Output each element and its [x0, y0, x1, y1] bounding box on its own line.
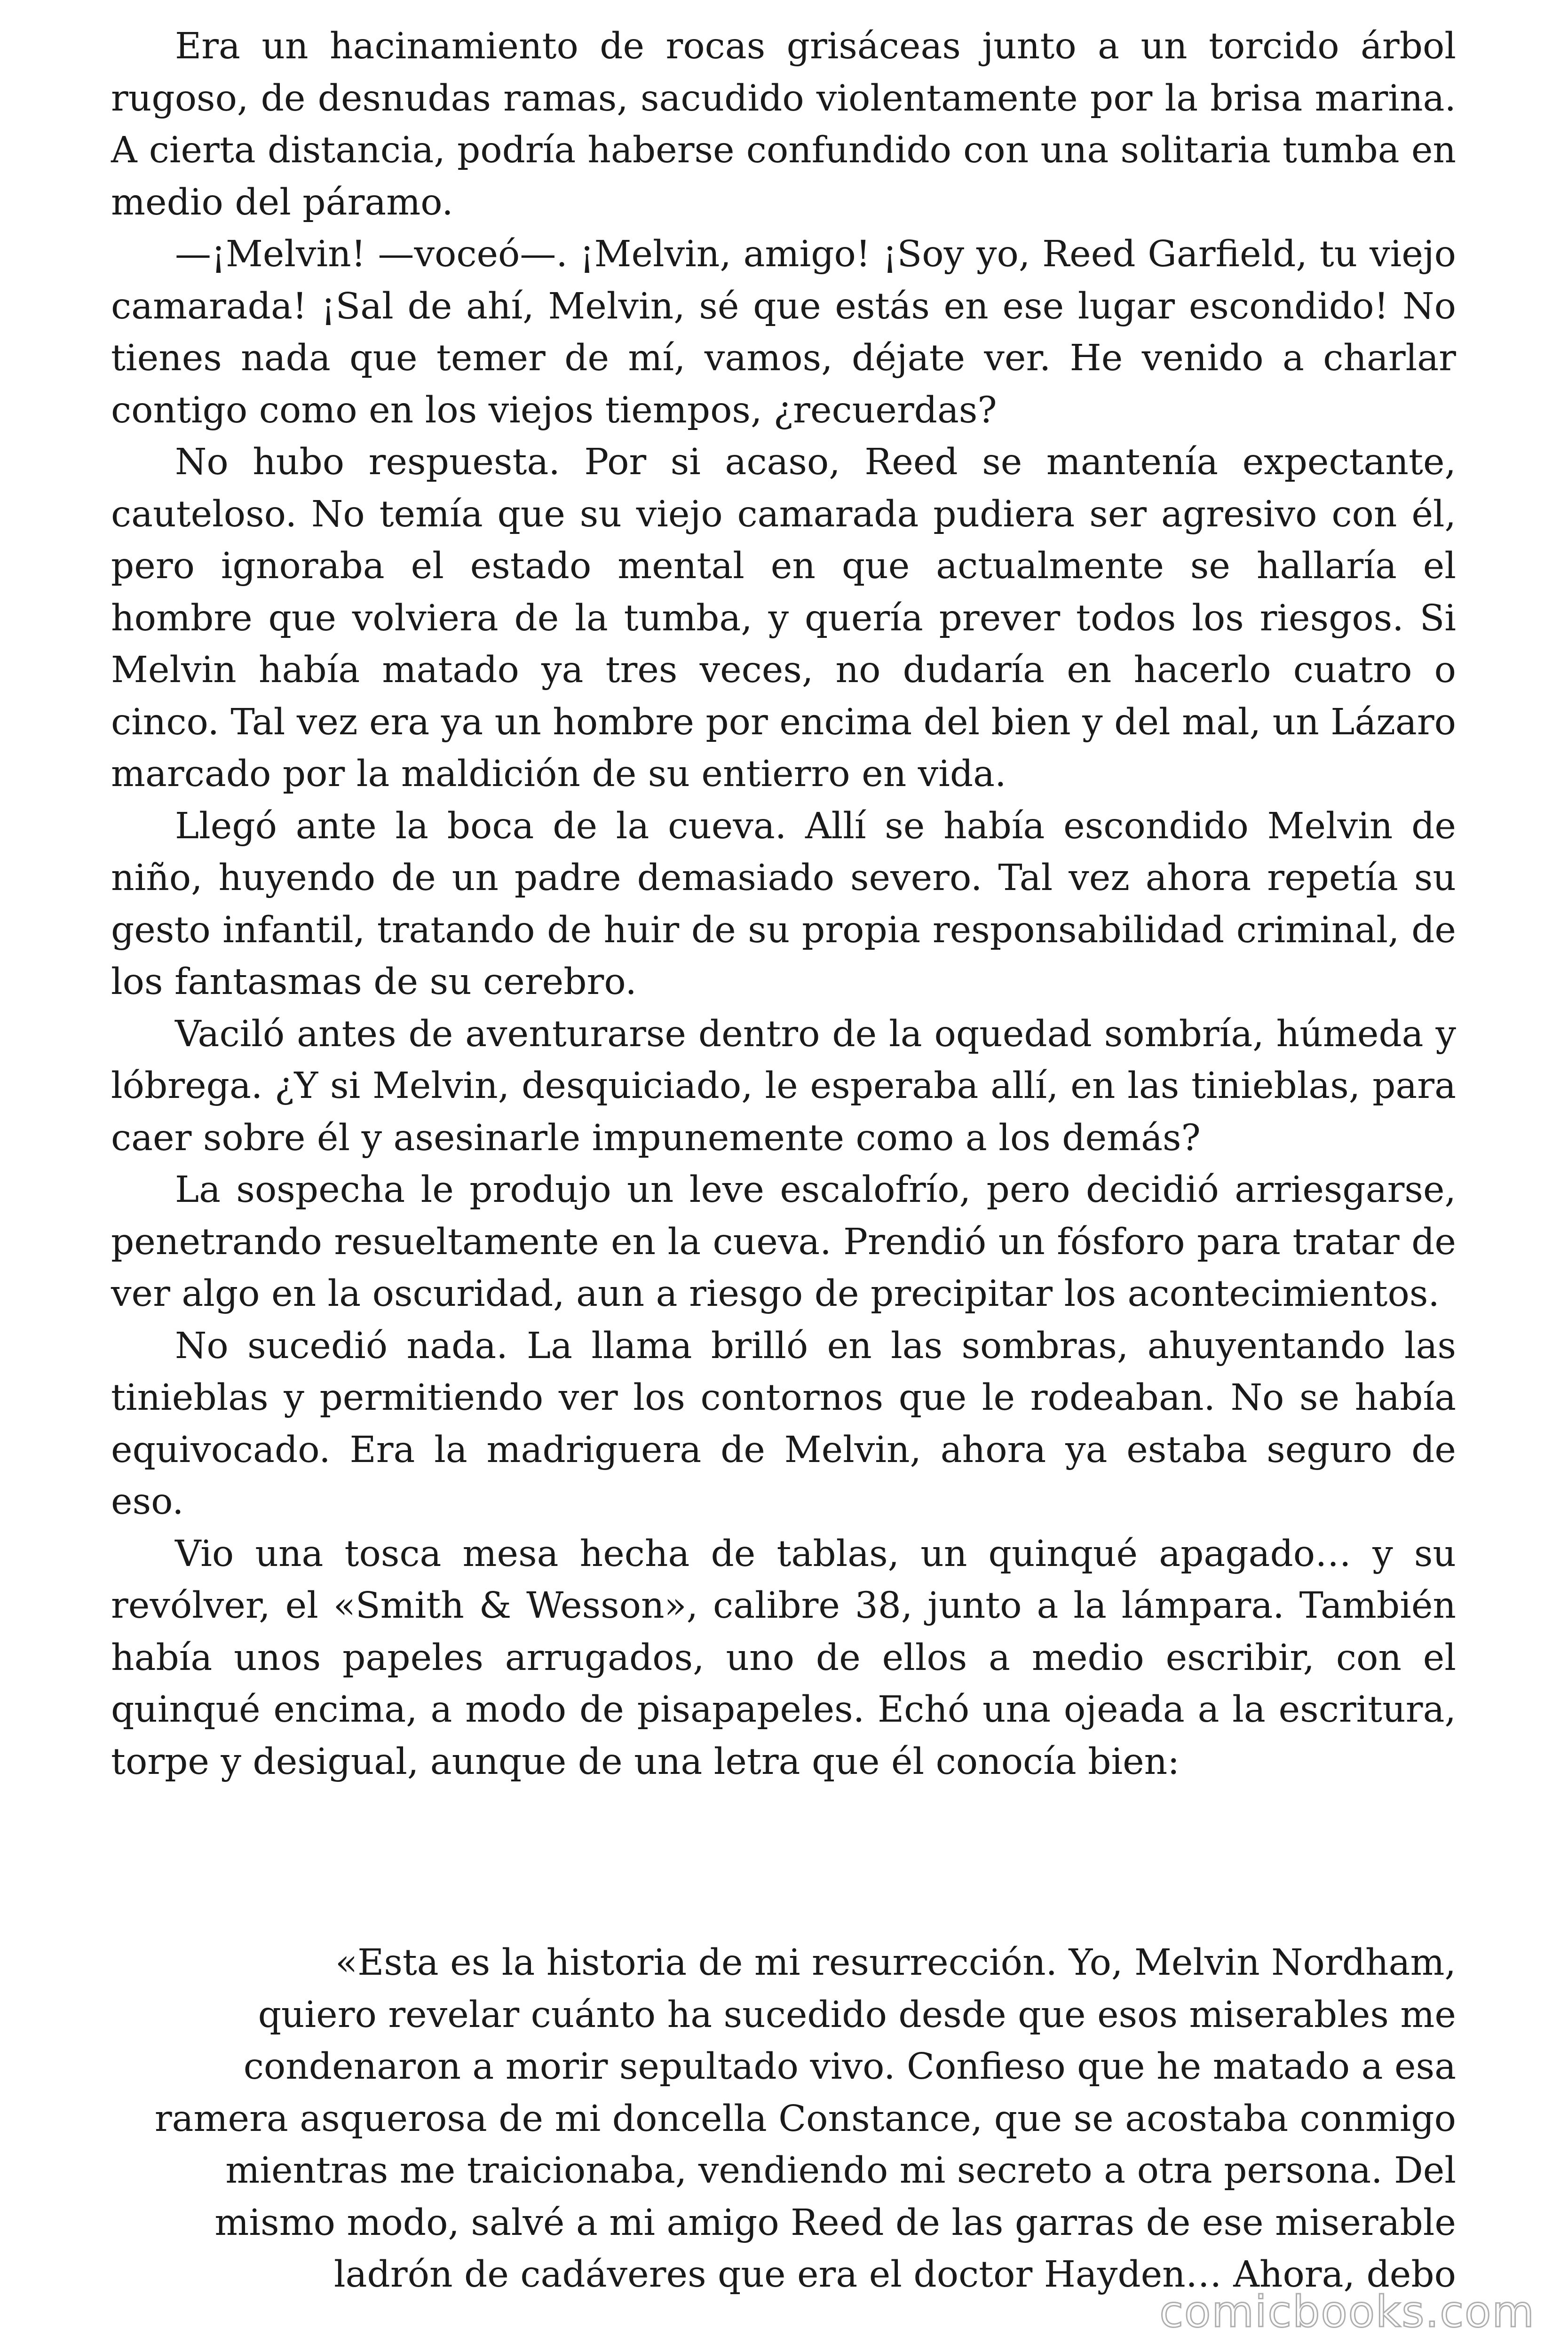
paragraph: Llegó ante la boca de la cueva. Allí se había escondido Melvin de niño, huyendo de un padre demasiado severo. Tal vez ahora repetía su gesto infantil, tratando de huir de su propia responsabilidad criminal, de los fantasmas de su cerebro.: [111, 805, 1456, 1003]
letter-line: condenaron a morir sepultado vivo. Confieso que he matado a esa: [243, 2046, 1456, 2088]
narrative-text: [111, 21, 1456, 1788]
paragraph: Vio una tosca mesa hecha de tablas, un quinqué apagado… y su revólver, el «Smith & Wesson», calibre 38, junto a la lámpara. También había unos papeles arrugados, uno de ellos a medio escribir, con el quinqué encima, a modo de pisapapeles. Echó una ojeada a la escritura, torpe y desigual, aunque de una letra que él conocía bien:: [111, 1533, 1456, 1783]
letter-line: quiero revelar cuánto ha sucedido desde que esos miserables me: [258, 1994, 1456, 2036]
letter-line: ramera asquerosa de mi doncella Constance, que se acostaba conmigo: [154, 2098, 1456, 2140]
watermark: comicbooks.com: [1159, 2287, 1535, 2337]
letter-line: mientras me traicionaba, vendiendo mi secreto a otra persona. Del: [225, 2150, 1456, 2192]
letter-line: «Esta es la historia de mi resurrección. Yo, Melvin Nordham,: [335, 1942, 1456, 1984]
paragraph: —¡Melvin! —voceó—. ¡Melvin, amigo! ¡Soy yo, Reed Garfield, tu viejo camarada! ¡Sal de ahí, Melvin, sé que estás en ese lugar escondido! No tienes nada que temer de mí, vamos, déjate ver. He venido a charlar contigo como en los viejos tiempos, ¿recuerdas?: [111, 233, 1456, 431]
letter-line: mismo modo, salvé a mi amigo Reed de las garras de ese miserable: [214, 2201, 1456, 2244]
paragraph: La sospecha le produjo un leve escalofrío, pero decidió arriesgarse, penetrando resueltamente en la cueva. Prendió un fósforo para tratar de ver algo en la oscuridad, aun a riesgo de precipitar los acontecimientos.: [111, 1169, 1456, 1315]
letter-line: ladrón de cadáveres que era el doctor Hayden… Ahora, debo: [334, 2254, 1456, 2296]
paragraph: Vaciló antes de aventurarse dentro de la oquedad sombría, húmeda y lóbrega. ¿Y si Melvin, desquiciado, le esperaba allí, en las tinieblas, para caer sobre él y asesinarle impunemente como a los demás?: [111, 1013, 1456, 1159]
paragraph: Era un hacinamiento de rocas grisáceas junto a un torcido árbol rugoso, de desnudas ramas, sacudido violentamente por la brisa marina. A cierta distancia, podría haberse confundido con una solitaria tumba en medio del páramo.: [111, 25, 1456, 223]
handwritten-letter-quote: [111, 1937, 1456, 2301]
paragraph: No sucedió nada. La llama brilló en las sombras, ahuyentando las tinieblas y permitiendo ver los contornos que le rodeaban. No se había equivocado. Era la madriguera de Melvin, ahora ya estaba seguro de eso.: [111, 1325, 1456, 1523]
paragraph: No hubo respuesta. Por si acaso, Reed se mantenía expectante, cauteloso. No temía que su viejo camarada pudiera ser agresivo con él, pero ignoraba el estado mental en que actualmente se hallaría el hombre que volviera de la tumba, y quería prever todos los riesgos. Si Melvin había matado ya tres veces, no dudaría en hacerlo cuatro o cinco. Tal vez era ya un hombre por encima del bien y del mal, un Lázaro marcado por la maldición de su entierro en vida.: [111, 441, 1456, 795]
